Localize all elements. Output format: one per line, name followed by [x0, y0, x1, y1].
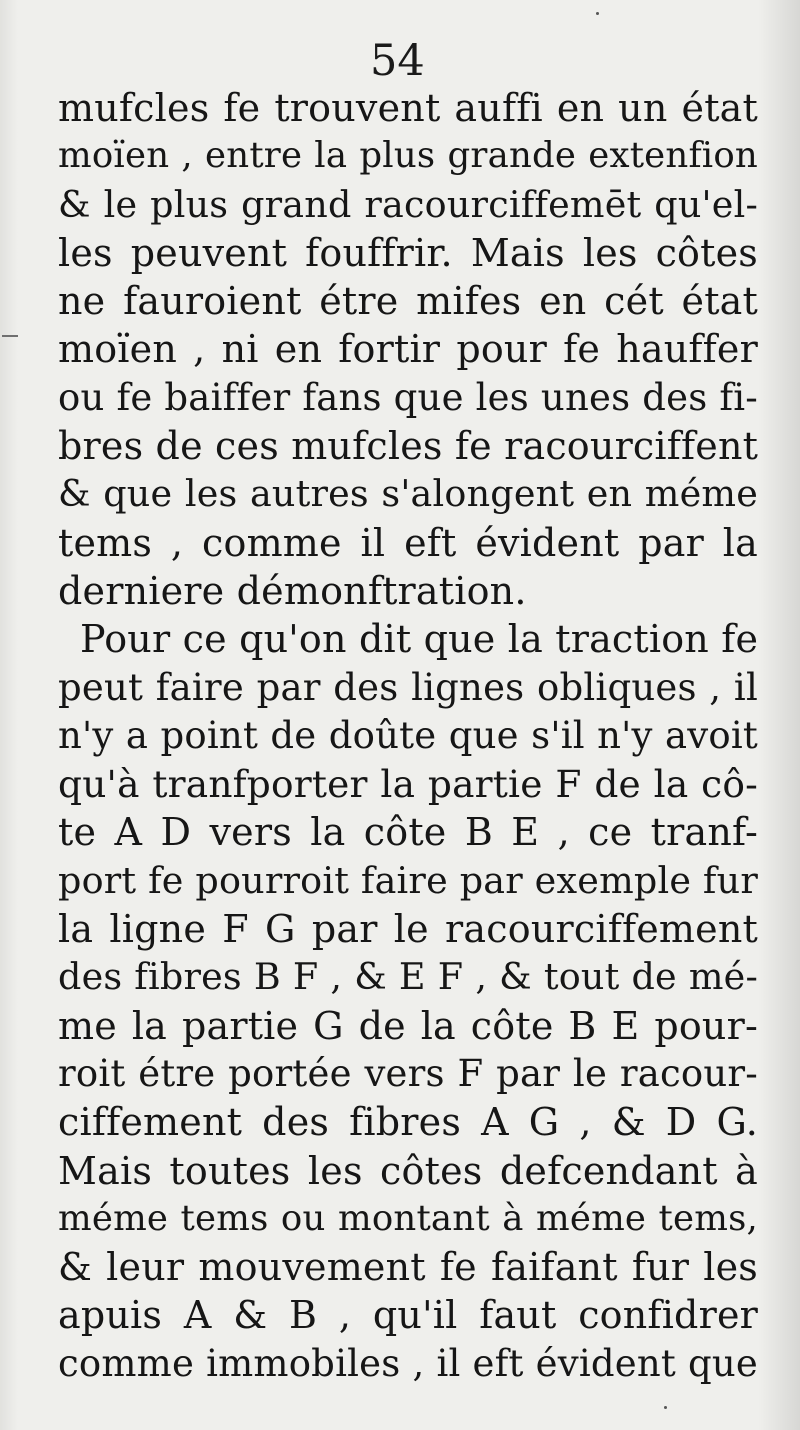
- body-text: [58, 84, 758, 1388]
- text-line: & le plus grand racourciffemēt qu'el-: [58, 182, 758, 226]
- text-line: ciffement des fibres A G , & D G.: [58, 1100, 758, 1145]
- margin-mark: [2, 335, 18, 337]
- text-line: roit étre portée vers F par le racour-: [58, 1051, 758, 1095]
- text-line: ou fe baiffer fans que les unes des fi-: [58, 375, 758, 419]
- text-line: & que les autres s'alongent en méme: [58, 472, 758, 516]
- text-line: derniere démonftration.: [58, 568, 527, 613]
- page-right-shadow: [758, 0, 800, 1430]
- text-line: qu'à tranfporter la partie F de la cô-: [58, 762, 758, 807]
- text-line: méme tems ou montant à méme tems,: [58, 1197, 758, 1239]
- page-number: 54: [370, 36, 425, 86]
- text-line: ne fauroient étre mifes en cét état: [58, 279, 758, 324]
- text-line: n'y a point de doûte que s'il n'y avoit: [58, 713, 758, 757]
- text-line: des fibres B F , & E F , & tout de mé-: [58, 955, 758, 999]
- text-line: & leur mouvement fe faifant fur les: [58, 1245, 758, 1290]
- text-line: bres de ces mufcles fe racourciffent: [58, 424, 759, 469]
- text-line: moïen , entre la plus grande extenfion: [58, 135, 758, 177]
- text-line: les peuvent fouffrir. Mais les côtes: [58, 230, 758, 275]
- paper-speck: [664, 1406, 667, 1409]
- text-line: Mais toutes les côtes defcendant à: [58, 1148, 758, 1193]
- text-line: la ligne F G par le racourciffement: [58, 907, 758, 952]
- text-line: mufcles fe trouvent auffi en un état: [58, 86, 758, 130]
- text-line: te A D vers la côte B E , ce tranf-: [58, 810, 758, 855]
- text-line: comme immobiles , il eft évident que: [58, 1341, 758, 1385]
- text-line: port fe pourroit faire par exemple fur: [58, 858, 758, 902]
- text-line: me la partie G de la côte B E pour-: [58, 1003, 758, 1048]
- text-line: Pour ce qu'on dit que la traction fe: [80, 617, 759, 662]
- text-line: apuis A & B , qu'il faut confidrer: [58, 1293, 758, 1338]
- text-line: moïen , ni en fortir pour fe hauffer: [58, 327, 758, 372]
- text-line: tems , comme il eft évident par la: [58, 520, 758, 565]
- page-left-shadow: [0, 0, 18, 1430]
- text-line: peut faire par des lignes obliques , il: [58, 665, 758, 709]
- paper-speck: [596, 12, 599, 15]
